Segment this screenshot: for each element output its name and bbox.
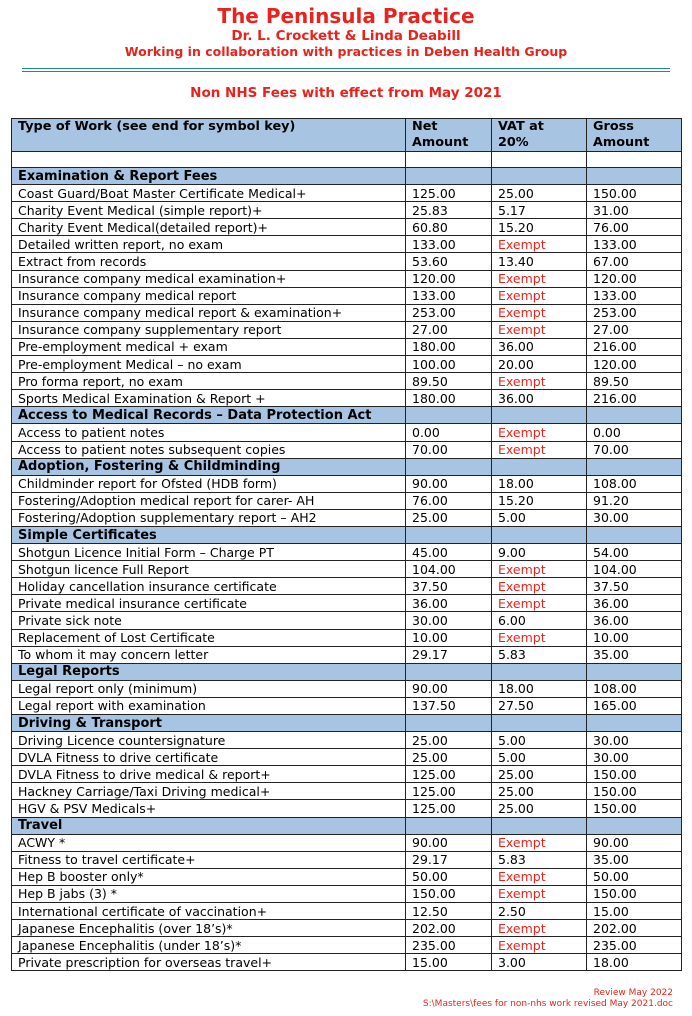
net-amount-cell: 90.00 [406,475,492,492]
work-type-cell: Pre-employment medical + exam [12,338,406,355]
net-amount-cell: 90.00 [406,834,492,851]
vat-cell: Exempt [492,595,587,612]
gross-amount-cell: 150.00 [587,185,682,202]
gross-amount-cell: 150.00 [587,885,682,902]
net-amount-cell: 45.00 [406,544,492,561]
gross-amount-cell: 36.00 [587,595,682,612]
table-row [12,509,682,526]
work-type-cell: Legal report only (minimum) [12,680,406,697]
table-row [12,680,682,697]
vat-cell: 18.00 [492,680,587,697]
section-empty-cell [587,715,682,732]
work-type-cell: Holiday cancellation insurance certificate [12,578,406,595]
net-amount-cell: 25.00 [406,509,492,526]
col-type-of-work: Type of Work (see end for symbol key) [12,119,406,152]
work-type-cell: Private sick note [12,612,406,629]
gross-amount-cell: 15.00 [587,903,682,920]
vat-cell: 2.50 [492,903,587,920]
table-row [12,253,682,270]
table-row [12,492,682,509]
table-row [12,270,682,287]
gross-amount-cell: 50.00 [587,868,682,885]
vat-cell: 18.00 [492,475,587,492]
net-amount-cell: 125.00 [406,185,492,202]
table-row [12,783,682,800]
table-row [12,338,682,355]
gross-amount-cell: 10.00 [587,629,682,646]
vat-cell: 15.20 [492,492,587,509]
table-row [12,544,682,561]
work-type-cell: ACWY * [12,834,406,851]
gross-amount-cell: 133.00 [587,287,682,304]
fees-subtitle: Non NHS Fees with effect from May 2021 [190,85,502,101]
gross-amount-cell: 36.00 [587,612,682,629]
table-row [12,749,682,766]
net-amount-cell: 70.00 [406,441,492,458]
work-type-cell: Shotgun Licence Initial Form – Charge PT [12,544,406,561]
table-row [12,697,682,714]
section-header-row [12,168,682,185]
header-divider [22,68,670,69]
gross-amount-cell: 35.00 [587,851,682,868]
work-type-cell: Coast Guard/Boat Master Certificate Medical+ [12,185,406,202]
section-empty-cell [587,663,682,680]
section-empty-cell [406,663,492,680]
vat-cell: 13.40 [492,253,587,270]
vat-cell: 5.83 [492,851,587,868]
gross-amount-cell: 235.00 [587,937,682,954]
blank-row [12,152,682,168]
table-row [12,851,682,868]
net-amount-cell: 120.00 [406,270,492,287]
net-amount-cell: 125.00 [406,800,492,817]
section-title: Access to Medical Records – Data Protection Act [12,407,406,424]
work-type-cell: Insurance company medical report [12,287,406,304]
gross-amount-cell: 31.00 [587,202,682,219]
fees-table [11,118,682,971]
vat-cell: 3.00 [492,954,587,971]
vat-cell: Exempt [492,937,587,954]
work-type-cell: Access to patient notes subsequent copies [12,441,406,458]
vat-cell: 36.00 [492,338,587,355]
table-row [12,390,682,407]
work-type-cell: Childminder report for Ofsted (HDB form) [12,475,406,492]
section-header-row [12,526,682,543]
net-amount-cell: 30.00 [406,612,492,629]
header-divider-second [22,71,670,72]
net-amount-cell: 29.17 [406,851,492,868]
vat-cell: Exempt [492,236,587,253]
work-type-cell: Extract from records [12,253,406,270]
net-amount-cell: 133.00 [406,287,492,304]
vat-cell: Exempt [492,885,587,902]
practice-doctors: Dr. L. Crockett & Linda Deabill [231,28,461,44]
work-type-cell: Hep B booster only* [12,868,406,885]
section-empty-cell [492,168,587,185]
work-type-cell: Hackney Carriage/Taxi Driving medical+ [12,783,406,800]
gross-amount-cell: 89.50 [587,373,682,390]
vat-cell: Exempt [492,920,587,937]
gross-amount-cell: 165.00 [587,697,682,714]
net-amount-cell: 25.00 [406,732,492,749]
net-amount-cell: 89.50 [406,373,492,390]
vat-cell: 25.00 [492,766,587,783]
table-row [12,954,682,971]
work-type-cell: Detailed written report, no exam [12,236,406,253]
table-row [12,629,682,646]
vat-cell: Exempt [492,424,587,441]
table-row [12,219,682,236]
gross-amount-cell: 54.00 [587,544,682,561]
net-amount-cell: 53.60 [406,253,492,270]
section-empty-cell [587,407,682,424]
net-amount-cell: 10.00 [406,629,492,646]
vat-cell: Exempt [492,441,587,458]
net-amount-cell: 37.50 [406,578,492,595]
table-row [12,356,682,373]
vat-cell: 5.00 [492,732,587,749]
table-row [12,868,682,885]
vat-cell: Exempt [492,287,587,304]
fees-table-body [12,152,682,971]
net-amount-cell: 180.00 [406,390,492,407]
net-amount-cell: 202.00 [406,920,492,937]
work-type-cell: Replacement of Lost Certificate [12,629,406,646]
table-row [12,885,682,902]
vat-cell: Exempt [492,304,587,321]
net-amount-cell: 235.00 [406,937,492,954]
section-empty-cell [406,458,492,475]
vat-cell: Exempt [492,561,587,578]
net-amount-cell: 36.00 [406,595,492,612]
section-title: Driving & Transport [12,715,406,732]
section-header-row [12,407,682,424]
net-amount-cell: 25.83 [406,202,492,219]
gross-amount-cell: 91.20 [587,492,682,509]
review-note: Review May 2022 [593,988,673,998]
gross-amount-cell: 120.00 [587,270,682,287]
work-type-cell: Insurance company medical examination+ [12,270,406,287]
section-empty-cell [492,407,587,424]
gross-amount-cell: 253.00 [587,304,682,321]
table-header-row [12,119,682,152]
section-empty-cell [492,715,587,732]
work-type-cell: Japanese Encephalitis (over 18’s)* [12,920,406,937]
col-net-amount: Net Amount [406,119,492,152]
work-type-cell: DVLA Fitness to drive certificate [12,749,406,766]
net-amount-cell: 180.00 [406,338,492,355]
net-amount-cell: 104.00 [406,561,492,578]
section-header-row [12,663,682,680]
gross-amount-cell: 76.00 [587,219,682,236]
work-type-cell: Private medical insurance certificate [12,595,406,612]
net-amount-cell: 50.00 [406,868,492,885]
col-vat: VAT at 20% [492,119,587,152]
work-type-cell: Access to patient notes [12,424,406,441]
section-empty-cell [492,663,587,680]
section-empty-cell [587,817,682,834]
gross-amount-cell: 104.00 [587,561,682,578]
vat-cell: 15.20 [492,219,587,236]
net-amount-cell: 253.00 [406,304,492,321]
work-type-cell: Driving Licence countersignature [12,732,406,749]
work-type-cell: Insurance company supplementary report [12,321,406,338]
table-row [12,903,682,920]
net-amount-cell: 12.50 [406,903,492,920]
table-row [12,937,682,954]
net-amount-cell: 125.00 [406,783,492,800]
work-type-cell: HGV & PSV Medicals+ [12,800,406,817]
gross-amount-cell: 67.00 [587,253,682,270]
net-amount-cell: 60.80 [406,219,492,236]
vat-cell: Exempt [492,270,587,287]
gross-amount-cell: 150.00 [587,766,682,783]
gross-amount-cell: 120.00 [587,356,682,373]
practice-title: The Peninsula Practice [217,4,475,28]
vat-cell: Exempt [492,578,587,595]
vat-cell: Exempt [492,834,587,851]
table-row [12,304,682,321]
gross-amount-cell: 108.00 [587,475,682,492]
vat-cell: 27.50 [492,697,587,714]
work-type-cell: Legal report with examination [12,697,406,714]
section-empty-cell [406,715,492,732]
gross-amount-cell: 0.00 [587,424,682,441]
collaboration-note: Working in collaboration with practices in Deben Health Group [124,44,568,59]
section-title: Travel [12,817,406,834]
net-amount-cell: 15.00 [406,954,492,971]
net-amount-cell: 0.00 [406,424,492,441]
work-type-cell: Hep B jabs (3) * [12,885,406,902]
section-empty-cell [492,526,587,543]
vat-cell: 36.00 [492,390,587,407]
gross-amount-cell: 216.00 [587,390,682,407]
work-type-cell: Charity Event Medical(detailed report)+ [12,219,406,236]
work-type-cell: Pre-employment Medical – no exam [12,356,406,373]
col-gross-amount: Gross Amount [587,119,682,152]
table-row [12,646,682,663]
work-type-cell: To whom it may concern letter [12,646,406,663]
vat-cell: Exempt [492,868,587,885]
table-row [12,475,682,492]
work-type-cell: Japanese Encephalitis (under 18’s)* [12,937,406,954]
table-row [12,834,682,851]
section-header-row [12,715,682,732]
section-title: Simple Certificates [12,526,406,543]
table-row [12,612,682,629]
vat-cell: 9.00 [492,544,587,561]
section-title: Legal Reports [12,663,406,680]
gross-amount-cell: 150.00 [587,783,682,800]
section-empty-cell [587,526,682,543]
section-title: Adoption, Fostering & Childminding [12,458,406,475]
gross-amount-cell: 30.00 [587,749,682,766]
section-header-row [12,817,682,834]
section-empty-cell [587,458,682,475]
net-amount-cell: 100.00 [406,356,492,373]
vat-cell: 20.00 [492,356,587,373]
work-type-cell: Charity Event Medical (simple report)+ [12,202,406,219]
table-row [12,424,682,441]
vat-cell: Exempt [492,629,587,646]
section-title: Examination & Report Fees [12,168,406,185]
table-row [12,595,682,612]
gross-amount-cell: 30.00 [587,509,682,526]
work-type-cell: Private prescription for overseas travel+ [12,954,406,971]
net-amount-cell: 29.17 [406,646,492,663]
vat-cell: Exempt [492,321,587,338]
net-amount-cell: 137.50 [406,697,492,714]
table-row [12,373,682,390]
work-type-cell: Fitness to travel certificate+ [12,851,406,868]
net-amount-cell: 27.00 [406,321,492,338]
gross-amount-cell: 108.00 [587,680,682,697]
table-row [12,202,682,219]
work-type-cell: Pro forma report, no exam [12,373,406,390]
vat-cell: Exempt [492,373,587,390]
section-empty-cell [406,526,492,543]
section-empty-cell [492,458,587,475]
vat-cell: 25.00 [492,783,587,800]
section-empty-cell [406,168,492,185]
work-type-cell: Insurance company medical report & examination+ [12,304,406,321]
table-row [12,561,682,578]
vat-cell: 5.00 [492,509,587,526]
vat-cell: 25.00 [492,185,587,202]
net-amount-cell: 25.00 [406,749,492,766]
file-path: S:\Masters\fees for non-nhs work revised May 2021.doc [422,999,673,1009]
gross-amount-cell: 216.00 [587,338,682,355]
table-row [12,287,682,304]
vat-cell: 5.00 [492,749,587,766]
gross-amount-cell: 202.00 [587,920,682,937]
net-amount-cell: 133.00 [406,236,492,253]
vat-cell: 5.83 [492,646,587,663]
net-amount-cell: 150.00 [406,885,492,902]
section-empty-cell [587,168,682,185]
work-type-cell: DVLA Fitness to drive medical & report+ [12,766,406,783]
gross-amount-cell: 18.00 [587,954,682,971]
work-type-cell: Shotgun licence Full Report [12,561,406,578]
work-type-cell: Fostering/Adoption supplementary report – AH2 [12,509,406,526]
table-row [12,800,682,817]
table-row [12,321,682,338]
net-amount-cell: 76.00 [406,492,492,509]
section-empty-cell [406,407,492,424]
table-row [12,920,682,937]
vat-cell: 6.00 [492,612,587,629]
table-row [12,236,682,253]
gross-amount-cell: 30.00 [587,732,682,749]
net-amount-cell: 90.00 [406,680,492,697]
table-row [12,441,682,458]
table-row [12,578,682,595]
gross-amount-cell: 90.00 [587,834,682,851]
table-row [12,185,682,202]
work-type-cell: Fostering/Adoption medical report for carer- AH [12,492,406,509]
table-row [12,732,682,749]
gross-amount-cell: 35.00 [587,646,682,663]
section-header-row [12,458,682,475]
gross-amount-cell: 37.50 [587,578,682,595]
work-type-cell: Sports Medical Examination & Report + [12,390,406,407]
table-row [12,766,682,783]
section-empty-cell [492,817,587,834]
vat-cell: 5.17 [492,202,587,219]
gross-amount-cell: 150.00 [587,800,682,817]
gross-amount-cell: 133.00 [587,236,682,253]
gross-amount-cell: 27.00 [587,321,682,338]
section-empty-cell [406,817,492,834]
work-type-cell: International certificate of vaccination+ [12,903,406,920]
gross-amount-cell: 70.00 [587,441,682,458]
net-amount-cell: 125.00 [406,766,492,783]
vat-cell: 25.00 [492,800,587,817]
